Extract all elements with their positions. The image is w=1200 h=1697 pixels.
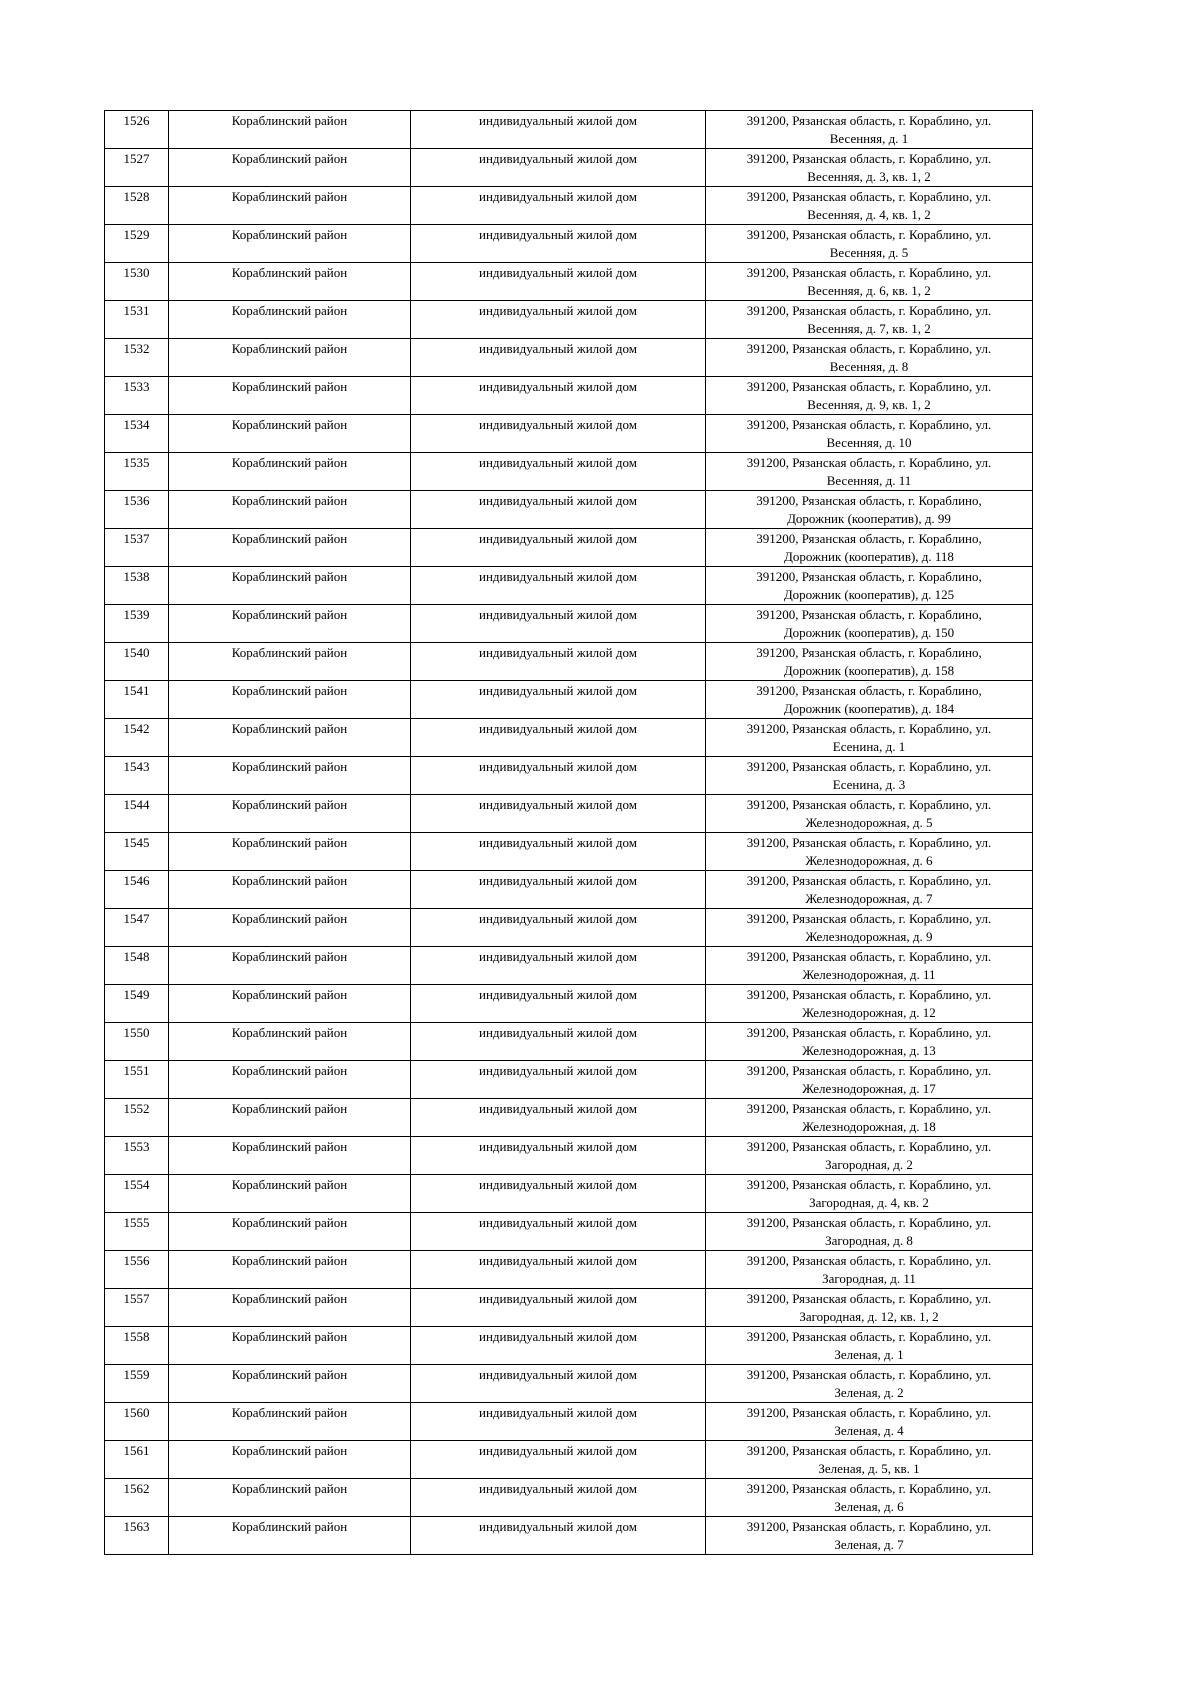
object-type-cell: индивидуальный жилой дом	[411, 263, 706, 301]
district-cell: Кораблинский район	[169, 567, 411, 605]
object-type-cell: индивидуальный жилой дом	[411, 681, 706, 719]
address-cell	[706, 1289, 1033, 1327]
address-cell	[706, 1061, 1033, 1099]
address-line-2: Железнодорожная, д. 6	[805, 853, 933, 868]
address-cell	[706, 1479, 1033, 1517]
district-cell: Кораблинский район	[169, 757, 411, 795]
table-row	[105, 111, 1033, 149]
address-cell	[706, 377, 1033, 415]
row-number: 1531	[105, 301, 169, 339]
address-cell	[706, 491, 1033, 529]
address-line-2: Весенняя, д. 10	[826, 435, 912, 450]
table-row	[105, 149, 1033, 187]
row-number: 1544	[105, 795, 169, 833]
table-row	[105, 1099, 1033, 1137]
address-line-2: Есенина, д. 3	[832, 777, 906, 792]
address-cell	[706, 1023, 1033, 1061]
address-line-2: Весенняя, д. 9, кв. 1, 2	[807, 397, 931, 412]
district-cell: Кораблинский район	[169, 263, 411, 301]
address-line-2: Дорожник (кооператив), д. 150	[783, 625, 955, 640]
district-cell: Кораблинский район	[169, 605, 411, 643]
row-number: 1548	[105, 947, 169, 985]
address-line-1: 391200, Рязанская область, г. Кораблино,	[756, 607, 982, 622]
row-number: 1528	[105, 187, 169, 225]
address-line-2: Дорожник (кооператив), д. 184	[783, 701, 955, 716]
table-row	[105, 605, 1033, 643]
row-number: 1546	[105, 871, 169, 909]
address-cell	[706, 757, 1033, 795]
district-cell: Кораблинский район	[169, 1023, 411, 1061]
address-line-1: 391200, Рязанская область, г. Кораблино, ул.	[746, 303, 992, 318]
address-line-1: 391200, Рязанская область, г. Кораблино,	[756, 493, 982, 508]
object-type-cell: индивидуальный жилой дом	[411, 909, 706, 947]
table-row	[105, 1403, 1033, 1441]
row-number: 1547	[105, 909, 169, 947]
address-cell	[706, 1403, 1033, 1441]
object-type-cell: индивидуальный жилой дом	[411, 833, 706, 871]
address-cell	[706, 833, 1033, 871]
object-type-cell: индивидуальный жилой дом	[411, 1175, 706, 1213]
address-cell	[706, 149, 1033, 187]
table-row	[105, 871, 1033, 909]
table-row	[105, 681, 1033, 719]
address-cell	[706, 415, 1033, 453]
address-line-1: 391200, Рязанская область, г. Кораблино, ул.	[746, 1367, 992, 1382]
address-line-1: 391200, Рязанская область, г. Кораблино, ул.	[746, 113, 992, 128]
address-line-2: Зеленая, д. 7	[834, 1537, 904, 1552]
object-type-cell: индивидуальный жилой дом	[411, 1479, 706, 1517]
object-type-cell: индивидуальный жилой дом	[411, 149, 706, 187]
table-row	[105, 301, 1033, 339]
address-line-2: Весенняя, д. 11	[826, 473, 912, 488]
district-cell: Кораблинский район	[169, 1517, 411, 1555]
address-cell	[706, 1327, 1033, 1365]
address-line-2: Железнодорожная, д. 18	[802, 1119, 936, 1134]
row-number: 1560	[105, 1403, 169, 1441]
address-line-1: 391200, Рязанская область, г. Кораблино,	[756, 569, 982, 584]
table-row	[105, 1061, 1033, 1099]
address-line-2: Железнодорожная, д. 5	[805, 815, 933, 830]
address-line-2: Загородная, д. 4, кв. 2	[809, 1195, 929, 1210]
address-line-2: Зеленая, д. 5, кв. 1	[818, 1461, 920, 1476]
row-number: 1558	[105, 1327, 169, 1365]
address-line-2: Дорожник (кооператив), д. 158	[783, 663, 955, 678]
row-number: 1561	[105, 1441, 169, 1479]
address-line-1: 391200, Рязанская область, г. Кораблино, ул.	[746, 797, 992, 812]
address-line-1: 391200, Рязанская область, г. Кораблино, ул.	[746, 873, 992, 888]
table-row	[105, 263, 1033, 301]
object-type-cell: индивидуальный жилой дом	[411, 1023, 706, 1061]
table-row	[105, 1441, 1033, 1479]
address-line-2: Загородная, д. 12, кв. 1, 2	[799, 1309, 939, 1324]
address-line-1: 391200, Рязанская область, г. Кораблино, ул.	[746, 455, 992, 470]
row-number: 1543	[105, 757, 169, 795]
address-line-2: Железнодорожная, д. 7	[805, 891, 933, 906]
object-type-cell: индивидуальный жилой дом	[411, 1403, 706, 1441]
address-cell	[706, 1175, 1033, 1213]
table-row	[105, 757, 1033, 795]
address-line-2: Весенняя, д. 6, кв. 1, 2	[807, 283, 931, 298]
table-row	[105, 377, 1033, 415]
address-line-1: 391200, Рязанская область, г. Кораблино, ул.	[746, 1139, 992, 1154]
address-cell	[706, 605, 1033, 643]
table-row	[105, 833, 1033, 871]
address-cell	[706, 1365, 1033, 1403]
address-line-1: 391200, Рязанская область, г. Кораблино, ул.	[746, 189, 992, 204]
address-cell	[706, 1213, 1033, 1251]
address-line-2: Есенина, д. 1	[832, 739, 906, 754]
address-line-1: 391200, Рязанская область, г. Кораблино, ул.	[746, 1025, 992, 1040]
address-cell	[706, 947, 1033, 985]
table-row	[105, 1517, 1033, 1555]
address-line-1: 391200, Рязанская область, г. Кораблино, ул.	[746, 1481, 992, 1496]
table-row	[105, 1175, 1033, 1213]
address-cell	[706, 1099, 1033, 1137]
district-cell: Кораблинский район	[169, 1099, 411, 1137]
row-number: 1559	[105, 1365, 169, 1403]
address-line-1: 391200, Рязанская область, г. Кораблино, ул.	[746, 379, 992, 394]
row-number: 1532	[105, 339, 169, 377]
object-type-cell: индивидуальный жилой дом	[411, 301, 706, 339]
row-number: 1549	[105, 985, 169, 1023]
address-line-2: Железнодорожная, д. 13	[802, 1043, 936, 1058]
address-line-2: Весенняя, д. 3, кв. 1, 2	[807, 169, 931, 184]
address-line-1: 391200, Рязанская область, г. Кораблино, ул.	[746, 417, 992, 432]
address-line-2: Загородная, д. 2	[825, 1157, 913, 1172]
object-type-cell: индивидуальный жилой дом	[411, 339, 706, 377]
row-number: 1542	[105, 719, 169, 757]
address-line-1: 391200, Рязанская область, г. Кораблино, ул.	[746, 911, 992, 926]
district-cell: Кораблинский район	[169, 833, 411, 871]
district-cell: Кораблинский район	[169, 225, 411, 263]
object-type-cell: индивидуальный жилой дом	[411, 1137, 706, 1175]
table-row	[105, 529, 1033, 567]
table-row	[105, 491, 1033, 529]
object-type-cell: индивидуальный жилой дом	[411, 1365, 706, 1403]
object-type-cell: индивидуальный жилой дом	[411, 491, 706, 529]
address-line-2: Зеленая, д. 2	[834, 1385, 904, 1400]
address-cell	[706, 263, 1033, 301]
row-number: 1540	[105, 643, 169, 681]
address-cell	[706, 1251, 1033, 1289]
row-number: 1536	[105, 491, 169, 529]
address-cell	[706, 1441, 1033, 1479]
district-cell: Кораблинский район	[169, 871, 411, 909]
district-cell: Кораблинский район	[169, 187, 411, 225]
district-cell: Кораблинский район	[169, 301, 411, 339]
district-cell: Кораблинский район	[169, 1137, 411, 1175]
address-line-1: 391200, Рязанская область, г. Кораблино, ул.	[746, 1329, 992, 1344]
table-row	[105, 909, 1033, 947]
object-type-cell: индивидуальный жилой дом	[411, 111, 706, 149]
row-number: 1551	[105, 1061, 169, 1099]
row-number: 1545	[105, 833, 169, 871]
table-row	[105, 719, 1033, 757]
row-number: 1562	[105, 1479, 169, 1517]
district-cell: Кораблинский район	[169, 1251, 411, 1289]
address-cell	[706, 643, 1033, 681]
address-cell	[706, 567, 1033, 605]
object-type-cell: индивидуальный жилой дом	[411, 415, 706, 453]
table-row	[105, 567, 1033, 605]
address-line-2: Железнодорожная, д. 9	[805, 929, 933, 944]
table-row	[105, 1137, 1033, 1175]
address-cell	[706, 681, 1033, 719]
address-line-2: Загородная, д. 11	[822, 1271, 916, 1286]
row-number: 1539	[105, 605, 169, 643]
object-type-cell: индивидуальный жилой дом	[411, 757, 706, 795]
address-line-2: Весенняя, д. 4, кв. 1, 2	[807, 207, 931, 222]
address-cell	[706, 529, 1033, 567]
address-line-1: 391200, Рязанская область, г. Кораблино, ул.	[746, 341, 992, 356]
address-line-1: 391200, Рязанская область, г. Кораблино, ул.	[746, 265, 992, 280]
row-number: 1535	[105, 453, 169, 491]
address-cell	[706, 1517, 1033, 1555]
district-cell: Кораблинский район	[169, 795, 411, 833]
row-number: 1550	[105, 1023, 169, 1061]
address-line-2: Весенняя, д. 5	[829, 245, 909, 260]
district-cell: Кораблинский район	[169, 453, 411, 491]
object-type-cell: индивидуальный жилой дом	[411, 567, 706, 605]
district-cell: Кораблинский район	[169, 149, 411, 187]
address-line-1: 391200, Рязанская область, г. Кораблино, ул.	[746, 1291, 992, 1306]
row-number: 1527	[105, 149, 169, 187]
address-line-2: Железнодорожная, д. 12	[802, 1005, 936, 1020]
address-line-1: 391200, Рязанская область, г. Кораблино, ул.	[746, 835, 992, 850]
district-cell: Кораблинский район	[169, 1441, 411, 1479]
row-number: 1553	[105, 1137, 169, 1175]
object-type-cell: индивидуальный жилой дом	[411, 1517, 706, 1555]
row-number: 1556	[105, 1251, 169, 1289]
object-type-cell: индивидуальный жилой дом	[411, 377, 706, 415]
district-cell: Кораблинский район	[169, 719, 411, 757]
district-cell: Кораблинский район	[169, 491, 411, 529]
district-cell: Кораблинский район	[169, 1061, 411, 1099]
object-type-cell: индивидуальный жилой дом	[411, 985, 706, 1023]
table-row	[105, 1251, 1033, 1289]
address-line-1: 391200, Рязанская область, г. Кораблино, ул.	[746, 1063, 992, 1078]
district-cell: Кораблинский район	[169, 1365, 411, 1403]
address-cell	[706, 1137, 1033, 1175]
address-cell	[706, 453, 1033, 491]
district-cell: Кораблинский район	[169, 1479, 411, 1517]
district-cell: Кораблинский район	[169, 681, 411, 719]
district-cell: Кораблинский район	[169, 415, 411, 453]
district-cell: Кораблинский район	[169, 1403, 411, 1441]
address-line-1: 391200, Рязанская область, г. Кораблино,	[756, 645, 982, 660]
row-number: 1554	[105, 1175, 169, 1213]
address-line-2: Зеленая, д. 1	[834, 1347, 904, 1362]
address-line-2: Загородная, д. 8	[825, 1233, 913, 1248]
object-type-cell: индивидуальный жилой дом	[411, 643, 706, 681]
table-row	[105, 1213, 1033, 1251]
address-cell	[706, 301, 1033, 339]
table-row	[105, 1365, 1033, 1403]
row-number: 1534	[105, 415, 169, 453]
object-type-cell: индивидуальный жилой дом	[411, 1099, 706, 1137]
address-line-1: 391200, Рязанская область, г. Кораблино,	[756, 683, 982, 698]
address-line-1: 391200, Рязанская область, г. Кораблино,	[756, 531, 982, 546]
table-row	[105, 1289, 1033, 1327]
table-row	[105, 415, 1033, 453]
object-type-cell: индивидуальный жилой дом	[411, 529, 706, 567]
table-row	[105, 985, 1033, 1023]
table-row	[105, 1327, 1033, 1365]
district-cell: Кораблинский район	[169, 529, 411, 567]
object-type-cell: индивидуальный жилой дом	[411, 1213, 706, 1251]
district-cell: Кораблинский район	[169, 643, 411, 681]
object-type-cell: индивидуальный жилой дом	[411, 947, 706, 985]
district-cell: Кораблинский район	[169, 377, 411, 415]
address-line-1: 391200, Рязанская область, г. Кораблино, ул.	[746, 1443, 992, 1458]
registry-table	[104, 110, 1033, 1555]
row-number: 1563	[105, 1517, 169, 1555]
row-number: 1537	[105, 529, 169, 567]
address-line-1: 391200, Рязанская область, г. Кораблино, ул.	[746, 987, 992, 1002]
address-cell	[706, 339, 1033, 377]
table-row	[105, 1479, 1033, 1517]
document-page	[104, 110, 1033, 1555]
address-line-1: 391200, Рязанская область, г. Кораблино, ул.	[746, 949, 992, 964]
table-row	[105, 643, 1033, 681]
district-cell: Кораблинский район	[169, 947, 411, 985]
object-type-cell: индивидуальный жилой дом	[411, 453, 706, 491]
address-cell	[706, 909, 1033, 947]
address-cell	[706, 225, 1033, 263]
row-number: 1552	[105, 1099, 169, 1137]
address-line-1: 391200, Рязанская область, г. Кораблино, ул.	[746, 721, 992, 736]
address-line-2: Железнодорожная, д. 17	[802, 1081, 936, 1096]
row-number: 1541	[105, 681, 169, 719]
district-cell: Кораблинский район	[169, 1289, 411, 1327]
table-row	[105, 947, 1033, 985]
registry-table-body	[105, 111, 1033, 1555]
object-type-cell: индивидуальный жилой дом	[411, 1061, 706, 1099]
address-line-2: Зеленая, д. 4	[834, 1423, 904, 1438]
object-type-cell: индивидуальный жилой дом	[411, 1289, 706, 1327]
object-type-cell: индивидуальный жилой дом	[411, 1441, 706, 1479]
object-type-cell: индивидуальный жилой дом	[411, 719, 706, 757]
table-row	[105, 795, 1033, 833]
table-row	[105, 339, 1033, 377]
row-number: 1530	[105, 263, 169, 301]
address-line-1: 391200, Рязанская область, г. Кораблино, ул.	[746, 1519, 992, 1534]
address-line-2: Весенняя, д. 8	[829, 359, 909, 374]
row-number: 1538	[105, 567, 169, 605]
district-cell: Кораблинский район	[169, 1175, 411, 1213]
row-number: 1533	[105, 377, 169, 415]
object-type-cell: индивидуальный жилой дом	[411, 1327, 706, 1365]
address-line-2: Весенняя, д. 1	[829, 131, 909, 146]
object-type-cell: индивидуальный жилой дом	[411, 795, 706, 833]
district-cell: Кораблинский район	[169, 339, 411, 377]
table-row	[105, 453, 1033, 491]
district-cell: Кораблинский район	[169, 1213, 411, 1251]
address-line-2: Дорожник (кооператив), д. 118	[784, 549, 954, 564]
row-number: 1557	[105, 1289, 169, 1327]
object-type-cell: индивидуальный жилой дом	[411, 187, 706, 225]
address-cell	[706, 871, 1033, 909]
district-cell: Кораблинский район	[169, 985, 411, 1023]
row-number: 1529	[105, 225, 169, 263]
district-cell: Кораблинский район	[169, 111, 411, 149]
address-cell	[706, 719, 1033, 757]
address-line-2: Железнодорожная, д. 11	[802, 967, 936, 982]
row-number: 1555	[105, 1213, 169, 1251]
address-line-2: Зеленая, д. 6	[834, 1499, 904, 1514]
address-line-1: 391200, Рязанская область, г. Кораблино, ул.	[746, 227, 992, 242]
address-line-2: Дорожник (кооператив), д. 125	[783, 587, 955, 602]
address-cell	[706, 187, 1033, 225]
object-type-cell: индивидуальный жилой дом	[411, 225, 706, 263]
address-line-1: 391200, Рязанская область, г. Кораблино, ул.	[746, 759, 992, 774]
object-type-cell: индивидуальный жилой дом	[411, 871, 706, 909]
object-type-cell: индивидуальный жилой дом	[411, 1251, 706, 1289]
address-cell	[706, 795, 1033, 833]
address-line-2: Дорожник (кооператив), д. 99	[787, 511, 951, 526]
address-line-1: 391200, Рязанская область, г. Кораблино, ул.	[746, 1215, 992, 1230]
object-type-cell: индивидуальный жилой дом	[411, 605, 706, 643]
address-cell	[706, 985, 1033, 1023]
address-line-1: 391200, Рязанская область, г. Кораблино, ул.	[746, 1253, 992, 1268]
table-row	[105, 225, 1033, 263]
table-row	[105, 187, 1033, 225]
address-line-2: Весенняя, д. 7, кв. 1, 2	[807, 321, 931, 336]
address-line-1: 391200, Рязанская область, г. Кораблино, ул.	[746, 151, 992, 166]
address-cell	[706, 111, 1033, 149]
address-line-1: 391200, Рязанская область, г. Кораблино, ул.	[746, 1405, 992, 1420]
row-number: 1526	[105, 111, 169, 149]
address-line-1: 391200, Рязанская область, г. Кораблино, ул.	[746, 1177, 992, 1192]
district-cell: Кораблинский район	[169, 909, 411, 947]
table-row	[105, 1023, 1033, 1061]
address-line-1: 391200, Рязанская область, г. Кораблино, ул.	[746, 1101, 992, 1116]
district-cell: Кораблинский район	[169, 1327, 411, 1365]
